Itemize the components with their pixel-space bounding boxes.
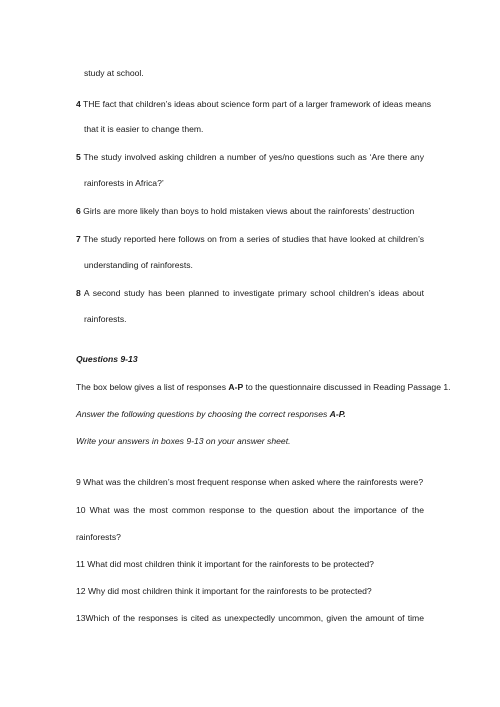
- question-number: 7: [76, 234, 81, 244]
- section-intro: [76, 382, 451, 393]
- question-text: A second study has been planned to investigate primary school children’s ideas about: [83, 288, 424, 298]
- question-5-line-1: [76, 152, 424, 163]
- question-3-continuation: study at school.: [84, 68, 144, 78]
- instruction-1: [76, 409, 346, 420]
- response-range: A-P.: [329, 409, 346, 419]
- section-heading: Questions 9-13: [76, 354, 138, 364]
- question-10-line-1: 10 What was the most common response to the question about the importance of the: [76, 505, 424, 515]
- question-5-line-2: rainforests in Africa?’: [84, 178, 164, 188]
- question-4-line-1: [76, 99, 432, 110]
- question-7-line-1: [76, 234, 424, 245]
- question-11: 11 What did most children think it important for the rainforests to be protected?: [76, 559, 374, 569]
- instruction-text: Answer the following questions by choosing the correct responses: [76, 409, 330, 419]
- question-number: 8: [76, 288, 81, 298]
- question-number: 4: [76, 99, 81, 109]
- question-number: 6: [76, 206, 81, 216]
- question-text: The study reported here follows on from a series of studies that have looked at children’s: [83, 234, 425, 244]
- question-text: Girls are more likely than boys to hold mistaken views about the rainforests’ destruction: [83, 206, 415, 216]
- question-6-line-1: [76, 206, 414, 217]
- question-8-line-1: [76, 288, 424, 299]
- question-text: The study involved asking children a number of yes/no questions such as ‘Are there any: [83, 152, 424, 162]
- question-13-line-1: 13Which of the responses is cited as unexpectedly uncommon, given the amount of time: [76, 613, 424, 623]
- instruction-2: Write your answers in boxes 9-13 on your answer sheet.: [76, 436, 291, 446]
- question-number: 5: [76, 152, 81, 162]
- question-12: 12 Why did most children think it important for the rainforests to be protected?: [76, 586, 372, 596]
- intro-text-end: to the questionnaire discussed in Reading Passage 1.: [243, 382, 451, 392]
- intro-text: The box below gives a list of responses: [76, 382, 229, 392]
- question-9: 9 What was the children’s most frequent response when asked where the rainforests were?: [76, 477, 424, 487]
- question-10-line-2: rainforests?: [76, 532, 121, 542]
- question-8-line-2: rainforests.: [84, 314, 127, 324]
- response-range: A-P: [228, 382, 244, 392]
- question-text: THE fact that children’s ideas about science form part of a larger framework of ideas means: [83, 99, 432, 109]
- question-4-line-2: that it is easier to change them.: [84, 124, 204, 134]
- question-7-line-2: understanding of rainforests.: [84, 260, 193, 270]
